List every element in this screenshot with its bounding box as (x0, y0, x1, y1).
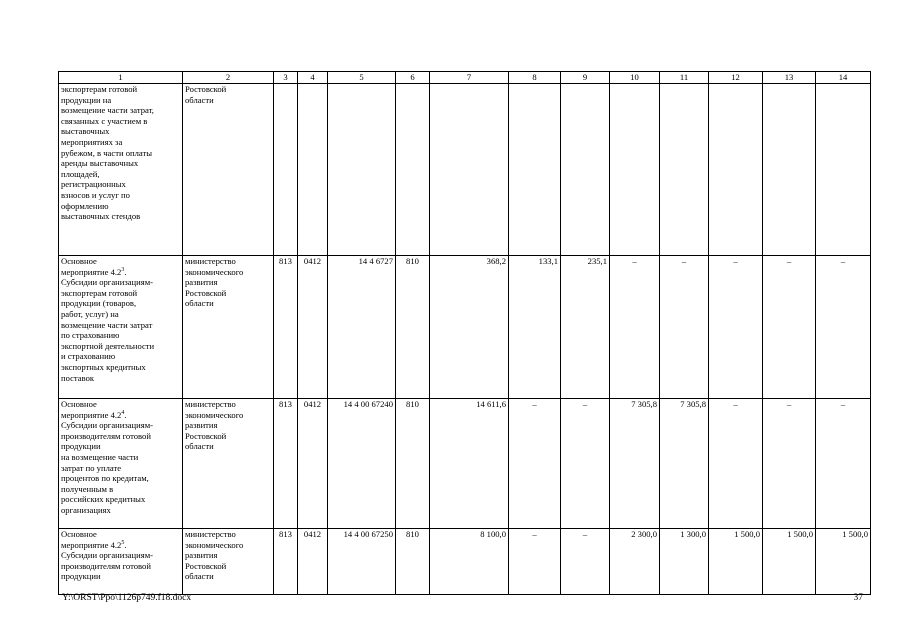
measure-name: Основное мероприятие 4.2 (61, 256, 122, 277)
measure-name-tail: . Субсидии организациям- производителям готовой продукции (61, 539, 153, 582)
expense-type-cell: 810 (396, 399, 430, 529)
year-amount-cell: – (709, 256, 763, 399)
gl-code-cell: 813 (274, 256, 298, 399)
measure-name-cell (59, 529, 183, 595)
target-article-cell: 14 4 00 67250 (328, 529, 396, 595)
document-file-path: Y:\ORST\Ppo\1126p749.f18.docx (62, 593, 192, 603)
section-code-cell: 0412 (298, 256, 328, 399)
measure-name-tail: . Субсидии организациям- производителям готовой продукции на возмещение части затрат по уплате процентов по кредитам, полученным в российских кредитных организациях (61, 409, 153, 515)
year-amount-cell: – (816, 399, 871, 529)
column-header: 4 (298, 72, 328, 84)
expense-type-cell: 810 (396, 529, 430, 595)
gl-code-cell: 813 (274, 399, 298, 529)
table-row (59, 256, 871, 399)
column-header: 9 (561, 72, 610, 84)
executor-cell: министерство экономического развития Ростовской области (183, 256, 274, 399)
page-number: 37 (853, 593, 863, 603)
measure-superscript: 3 (121, 266, 125, 273)
year-amount-cell: – (610, 256, 660, 399)
year-amount-cell: 2 300,0 (610, 529, 660, 595)
measure-name: Основное мероприятие 4.2 (61, 529, 122, 550)
year-amount-cell: – (763, 399, 816, 529)
table-cell (298, 84, 328, 256)
measure-superscript: 4 (121, 409, 125, 416)
year-amount-cell: – (561, 529, 610, 595)
column-header: 5 (328, 72, 396, 84)
year-amount-cell: – (660, 256, 709, 399)
year-amount-cell: 235,1 (561, 256, 610, 399)
gl-code-cell: 813 (274, 529, 298, 595)
year-amount-cell: – (709, 399, 763, 529)
header-row (59, 72, 871, 84)
measure-name: экспортерам готовой продукции на возмещение части затрат, связанных с участием в выставочных мероприятиях за рубежом, в части оплаты аренды выставочных площадей, регистрационных взносов и услуг по оформлению выставочных стендов (61, 84, 154, 222)
year-amount-cell: – (509, 529, 561, 595)
measure-name-tail: . Субсидии организациям- экспортерам готовой продукции (товаров, работ, услуг) на возмещение части затрат по страхованию экспортной деятельности и страхованию экспортных кредитных поставок (61, 266, 155, 383)
table-cell (816, 84, 871, 256)
budget-table (58, 71, 871, 595)
table-cell (509, 84, 561, 256)
total-amount-cell: 14 611,6 (430, 399, 509, 529)
section-code-cell: 0412 (298, 529, 328, 595)
measure-superscript: 5 (121, 539, 125, 546)
table-cell (610, 84, 660, 256)
total-amount-cell: 8 100,0 (430, 529, 509, 595)
year-amount-cell: 133,1 (509, 256, 561, 399)
table-cell (430, 84, 509, 256)
expense-type-cell: 810 (396, 256, 430, 399)
table-cell (274, 84, 298, 256)
column-header: 2 (183, 72, 274, 84)
measure-name-cell (59, 256, 183, 399)
total-amount-cell: 368,2 (430, 256, 509, 399)
table-row (59, 529, 871, 595)
measure-name-cell (59, 399, 183, 529)
table-row (59, 399, 871, 529)
year-amount-cell: – (561, 399, 610, 529)
target-article-cell: 14 4 6727 (328, 256, 396, 399)
executor-cell: министерство экономического развития Ростовской области (183, 399, 274, 529)
column-header: 8 (509, 72, 561, 84)
table-cell (396, 84, 430, 256)
target-article-cell: 14 4 00 67240 (328, 399, 396, 529)
year-amount-cell: – (816, 256, 871, 399)
table-cell (709, 84, 763, 256)
year-amount-cell: – (763, 256, 816, 399)
table-cell (328, 84, 396, 256)
table-row (59, 84, 871, 256)
column-header: 13 (763, 72, 816, 84)
year-amount-cell: 1 500,0 (763, 529, 816, 595)
column-header: 12 (709, 72, 763, 84)
executor-cell: Ростовской области (183, 84, 274, 256)
column-header: 1 (59, 72, 183, 84)
table-cell (763, 84, 816, 256)
year-amount-cell: 7 305,8 (660, 399, 709, 529)
year-amount-cell: 1 500,0 (709, 529, 763, 595)
column-header: 6 (396, 72, 430, 84)
year-amount-cell: 7 305,8 (610, 399, 660, 529)
year-amount-cell: 1 300,0 (660, 529, 709, 595)
section-code-cell: 0412 (298, 399, 328, 529)
year-amount-cell: – (509, 399, 561, 529)
measure-name-cell (59, 84, 183, 256)
table-cell (660, 84, 709, 256)
table-cell (561, 84, 610, 256)
column-header: 3 (274, 72, 298, 84)
column-header: 10 (610, 72, 660, 84)
year-amount-cell: 1 500,0 (816, 529, 871, 595)
column-header: 7 (430, 72, 509, 84)
executor-cell: министерство экономического развития Ростовской области (183, 529, 274, 595)
column-header: 14 (816, 72, 871, 84)
column-header: 11 (660, 72, 709, 84)
measure-name: Основное мероприятие 4.2 (61, 399, 122, 420)
